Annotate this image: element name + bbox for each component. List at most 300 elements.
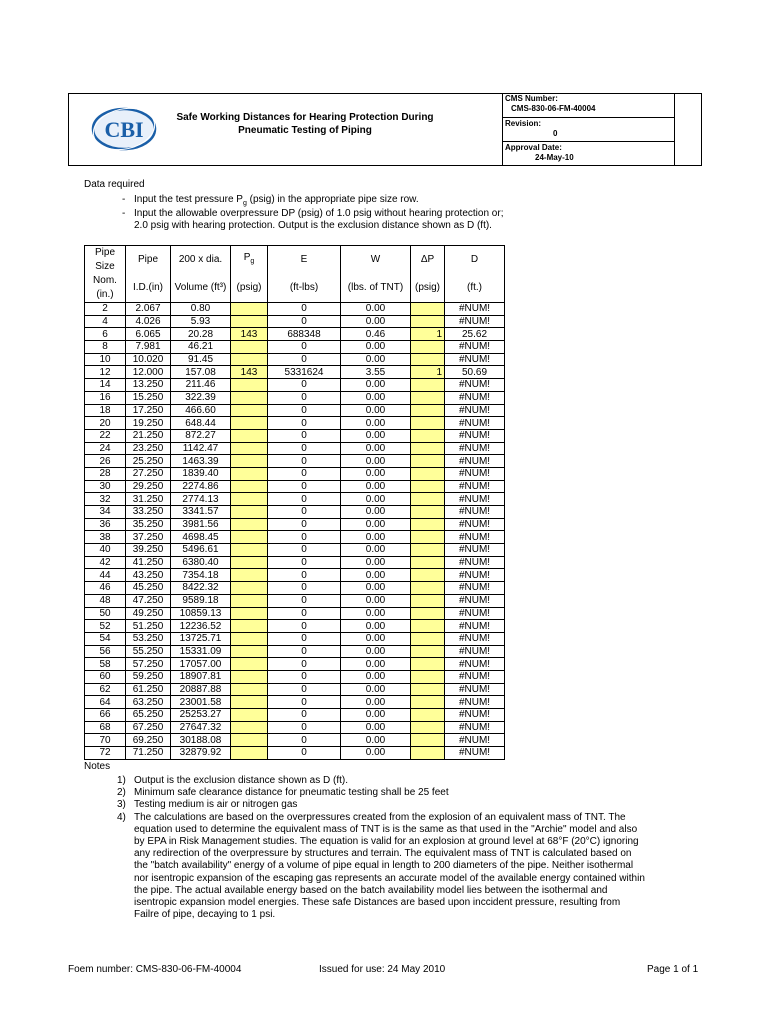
table-cell: #NUM! [445,493,505,506]
table-cell: 0 [268,315,341,328]
table-cell: #NUM! [445,569,505,582]
table-cell: 0 [268,658,341,671]
table-cell: 49.250 [126,607,171,620]
pressure-input-cell[interactable] [231,341,268,354]
column-header: W [341,246,411,275]
note-line: the "batch availability" energy of a volume of pipe equal in length to 200 diameters of the pipe. Neither isothermal [134,860,634,872]
pressure-input-cell[interactable] [231,531,268,544]
table-row [85,544,505,557]
overpressure-input-cell[interactable] [411,531,445,544]
table-cell: 36 [85,518,126,531]
table-cell: 25.250 [126,455,171,468]
table-cell: 0 [268,506,341,519]
table-cell: 322.39 [171,391,231,404]
table-cell: #NUM! [445,556,505,569]
overpressure-input-cell[interactable] [411,391,445,404]
table-row [85,556,505,569]
table-cell: 20.28 [171,328,231,341]
table-row [85,582,505,595]
pressure-input-cell[interactable] [231,632,268,645]
table-row [85,480,505,493]
overpressure-input-cell[interactable] [411,544,445,557]
table-cell: 0.00 [341,721,411,734]
table-cell: 0.00 [341,303,411,316]
table-cell: 39.250 [126,544,171,557]
table-cell: 0.00 [341,506,411,519]
table-cell: 26 [85,455,126,468]
table-cell: 30 [85,480,126,493]
table-cell: 20 [85,417,126,430]
table-cell: #NUM! [445,303,505,316]
table-cell: 0 [268,429,341,442]
instruction-1-pre: Input the test pressure P [134,194,243,205]
pressure-input-cell[interactable] [231,303,268,316]
table-cell: 16 [85,391,126,404]
table-row [85,493,505,506]
revision-label: Revision: [505,119,542,128]
table-cell: 5.93 [171,315,231,328]
table-cell: 0 [268,353,341,366]
table-cell: 0 [268,303,341,316]
table-row [85,709,505,722]
table-cell: 46.21 [171,341,231,354]
overpressure-input-cell[interactable] [411,582,445,595]
table-cell: 0.00 [341,658,411,671]
pressure-input-cell[interactable] [231,658,268,671]
overpressure-input-cell[interactable] [411,556,445,569]
approval-date-label: Approval Date: [505,143,562,152]
table-cell: 7.981 [126,341,171,354]
table-cell: 0.00 [341,683,411,696]
pressure-input-cell[interactable] [231,620,268,633]
table-cell: 17057.00 [171,658,231,671]
notes-heading: Notes [84,761,111,772]
table-cell: 50.69 [445,366,505,379]
overpressure-input-cell[interactable] [411,670,445,683]
table-cell: 3981.56 [171,518,231,531]
table-cell: #NUM! [445,404,505,417]
overpressure-input-cell[interactable] [411,709,445,722]
overpressure-input-cell[interactable]: 1 [411,328,445,341]
svg-text:CBI: CBI [104,117,144,142]
table-cell: 53.250 [126,632,171,645]
table-cell: #NUM! [445,645,505,658]
table-row [85,518,505,531]
table-cell: #NUM! [445,442,505,455]
table-cell: #NUM! [445,747,505,760]
table-cell: #NUM! [445,721,505,734]
table-row [85,303,505,316]
table-cell: #NUM! [445,544,505,557]
table-cell: 19.250 [126,417,171,430]
table-cell: 5331624 [268,366,341,379]
revision-cell [503,117,674,141]
table-cell: 466.60 [171,404,231,417]
table-cell: 25253.27 [171,709,231,722]
table-row [85,455,505,468]
pressure-input-cell[interactable] [231,379,268,392]
footer-issued: Issued for use: 24 May 2010 [319,964,446,975]
table-cell: 6380.40 [171,556,231,569]
table-cell: 42 [85,556,126,569]
note-line: Failre of pipe, decaying to 1 psi. [134,909,276,921]
pressure-input-cell[interactable] [231,506,268,519]
table-row [85,645,505,658]
table-cell: 5496.61 [171,544,231,557]
pressure-input-cell[interactable] [231,582,268,595]
table-cell: #NUM! [445,417,505,430]
table-cell: 0.00 [341,696,411,709]
overpressure-input-cell[interactable] [411,417,445,430]
table-cell: 0.00 [341,391,411,404]
table-cell: 25.62 [445,328,505,341]
table-header-row [85,246,505,275]
title-line-1: Safe Working Distances for Hearing Protection During [176,112,434,123]
table-cell: 24 [85,442,126,455]
pressure-input-cell[interactable] [231,709,268,722]
note-line: The calculations are based on the overpressures created from the explosion of an equivalent mass of TNT. The [134,811,626,823]
table-cell: 32 [85,493,126,506]
table-cell: #NUM! [445,506,505,519]
table-cell: #NUM! [445,455,505,468]
table-cell: 0 [268,696,341,709]
table-cell: 2774.13 [171,493,231,506]
table-cell: #NUM! [445,379,505,392]
table-cell: 46 [85,582,126,595]
table-cell: 0 [268,607,341,620]
overpressure-input-cell[interactable] [411,734,445,747]
table-row [85,607,505,620]
overpressure-input-cell[interactable] [411,303,445,316]
table-row [85,328,505,341]
overpressure-input-cell[interactable] [411,721,445,734]
table-cell: 0 [268,645,341,658]
table-cell: 47.250 [126,594,171,607]
pressure-input-cell[interactable] [231,417,268,430]
column-header: 200 x dia. [171,246,231,275]
column-header: D [445,246,505,275]
table-cell: 43.250 [126,569,171,582]
table-cell: #NUM! [445,696,505,709]
table-cell: 15331.09 [171,645,231,658]
overpressure-input-cell[interactable] [411,493,445,506]
pressure-input-cell[interactable]: 143 [231,328,268,341]
table-cell: #NUM! [445,632,505,645]
table-cell: 0 [268,480,341,493]
table-cell: 59.250 [126,670,171,683]
pressure-input-cell[interactable] [231,467,268,480]
table-cell: 63.250 [126,696,171,709]
note-line: isentropic expansion model energies. These safe Distances are based upon inccident pressure, resulting from [134,897,621,909]
table-cell: 37.250 [126,531,171,544]
table-cell: 0.00 [341,315,411,328]
pressure-input-cell[interactable] [231,569,268,582]
table-cell: 0 [268,747,341,760]
note-number: 1) [117,775,126,786]
overpressure-input-cell[interactable] [411,442,445,455]
table-row [85,569,505,582]
table-cell: 40 [85,544,126,557]
overpressure-input-cell[interactable] [411,632,445,645]
table-cell: 23.250 [126,442,171,455]
overpressure-input-cell[interactable] [411,645,445,658]
overpressure-input-cell[interactable] [411,594,445,607]
table-cell: 0.00 [341,709,411,722]
table-cell: 12 [85,366,126,379]
overpressure-input-cell[interactable] [411,747,445,760]
table-cell: 0 [268,544,341,557]
table-cell: 33.250 [126,506,171,519]
table-cell: 0 [268,582,341,595]
table-row [85,696,505,709]
table-row [85,366,505,379]
table-cell: 0.00 [341,353,411,366]
table-cell: 0 [268,632,341,645]
table-cell: 64 [85,696,126,709]
table-cell: 41.250 [126,556,171,569]
table-cell: 32879.92 [171,747,231,760]
pressure-input-cell[interactable] [231,721,268,734]
pressure-input-cell[interactable] [231,442,268,455]
table-row [85,734,505,747]
pressure-input-cell[interactable] [231,670,268,683]
pressure-input-cell[interactable] [231,544,268,557]
table-row [85,391,505,404]
pressure-input-cell[interactable] [231,696,268,709]
overpressure-input-cell[interactable] [411,315,445,328]
overpressure-input-cell[interactable] [411,353,445,366]
table-header-row [85,274,505,303]
overpressure-input-cell[interactable] [411,429,445,442]
pressure-input-cell[interactable] [231,747,268,760]
overpressure-input-cell[interactable] [411,658,445,671]
overpressure-input-cell[interactable] [411,404,445,417]
overpressure-input-cell[interactable] [411,379,445,392]
overpressure-input-cell[interactable] [411,518,445,531]
table-cell: 0.00 [341,379,411,392]
table-cell: 9589.18 [171,594,231,607]
table-cell: 648.44 [171,417,231,430]
pressure-input-cell[interactable] [231,734,268,747]
column-header: ΔP [411,246,445,275]
data-required-heading: Data required [84,179,145,190]
table-cell: 17.250 [126,404,171,417]
table-cell: 0.00 [341,429,411,442]
pressure-input-cell[interactable] [231,645,268,658]
table-cell: #NUM! [445,620,505,633]
revision-value: 0 [553,129,558,138]
table-row [85,404,505,417]
table-cell: 0.00 [341,467,411,480]
safe-distance-table [84,245,505,760]
table-cell: #NUM! [445,594,505,607]
table-row [85,467,505,480]
pressure-input-cell[interactable] [231,480,268,493]
overpressure-input-cell[interactable]: 1 [411,366,445,379]
note-line: equation used to determine the equivalent mass of TNT is is the same as that used in the "Archie" model and also [134,823,638,835]
table-row [85,442,505,455]
table-cell: 0 [268,556,341,569]
pressure-input-cell[interactable] [231,353,268,366]
table-row [85,670,505,683]
table-cell: 50 [85,607,126,620]
table-cell: 0.00 [341,518,411,531]
table-cell: 10 [85,353,126,366]
table-cell: 60 [85,670,126,683]
footer-form-number: Foem number: CMS-830-06-FM-40004 [68,964,242,975]
table-row [85,747,505,760]
table-cell: 0 [268,620,341,633]
table-cell: 2 [85,303,126,316]
table-cell: #NUM! [445,341,505,354]
overpressure-input-cell[interactable] [411,506,445,519]
pressure-input-cell[interactable] [231,315,268,328]
overpressure-input-cell[interactable] [411,467,445,480]
table-cell: 21.250 [126,429,171,442]
table-cell: #NUM! [445,582,505,595]
pressure-input-cell[interactable] [231,556,268,569]
overpressure-input-cell[interactable] [411,607,445,620]
table-cell: 3.55 [341,366,411,379]
footer-page: Page 1 of 1 [647,964,699,975]
table-cell: 0.80 [171,303,231,316]
column-header: $P_g$ [231,246,268,275]
table-cell: 0 [268,594,341,607]
table-cell: 0 [268,417,341,430]
pressure-input-cell[interactable] [231,391,268,404]
table-cell: 3341.57 [171,506,231,519]
note-line: by EPA in Risk Management studies. The equation is valid for an explosion at ground level at 68°F (20°C) ignoring [134,836,639,847]
overpressure-input-cell[interactable] [411,569,445,582]
overpressure-input-cell[interactable] [411,696,445,709]
table-cell: 15.250 [126,391,171,404]
table-cell: 56 [85,645,126,658]
table-cell: 0.00 [341,645,411,658]
overpressure-input-cell[interactable] [411,480,445,493]
table-cell: 71.250 [126,747,171,760]
table-cell: 872.27 [171,429,231,442]
table-cell: 0.00 [341,632,411,645]
table-cell: 57.250 [126,658,171,671]
column-header: (ft-lbs) [268,274,341,303]
table-cell: 29.250 [126,480,171,493]
pressure-input-cell[interactable]: 143 [231,366,268,379]
overpressure-input-cell[interactable] [411,455,445,468]
pressure-input-cell[interactable] [231,607,268,620]
table-cell: 45.250 [126,582,171,595]
table-cell: 2.067 [126,303,171,316]
table-cell: 0 [268,683,341,696]
table-cell: 4.026 [126,315,171,328]
table-cell: 0.46 [341,328,411,341]
column-header: Pipe [126,246,171,275]
table-cell: #NUM! [445,429,505,442]
table-cell: 12.000 [126,366,171,379]
table-cell: 6.065 [126,328,171,341]
table-cell: 0 [268,442,341,455]
table-cell: 8422.32 [171,582,231,595]
table-cell: 0 [268,670,341,683]
table-cell: 27.250 [126,467,171,480]
instruction-2-line-1: Input the allowable overpressure DP (psig) of 1.0 psig without hearing protection or; [134,208,504,219]
table-cell: 0 [268,391,341,404]
table-cell: 31.250 [126,493,171,506]
table-cell: 52 [85,620,126,633]
table-cell: 51.250 [126,620,171,633]
column-header: Nom. (in.) [85,274,126,303]
table-row [85,721,505,734]
table-cell: 0.00 [341,569,411,582]
table-cell: 0 [268,721,341,734]
pressure-input-cell[interactable] [231,518,268,531]
note-number: 4) [117,811,126,823]
table-cell: 0 [268,531,341,544]
table-row [85,315,505,328]
table-cell: 35.250 [126,518,171,531]
table-row [85,531,505,544]
table-cell: #NUM! [445,353,505,366]
table-cell: 0 [268,455,341,468]
table-row [85,379,505,392]
table-cell: 22 [85,429,126,442]
table-cell: 0.00 [341,455,411,468]
title-line-2: Pneumatic Testing of Piping [238,125,372,136]
instruction-1-sub: g [242,200,247,207]
table-row [85,429,505,442]
table-cell: 48 [85,594,126,607]
table-cell: 0.00 [341,582,411,595]
pressure-input-cell[interactable] [231,455,268,468]
note-text: Testing medium is air or nitrogen gas [134,799,298,811]
overpressure-input-cell[interactable] [411,620,445,633]
table-cell: 0.00 [341,594,411,607]
pressure-input-cell[interactable] [231,493,268,506]
table-cell: 0 [268,709,341,722]
table-cell: #NUM! [445,467,505,480]
table-cell: 6 [85,328,126,341]
table-row [85,632,505,645]
table-row [85,594,505,607]
table-cell: #NUM! [445,734,505,747]
pressure-input-cell[interactable] [231,594,268,607]
table-cell: 70 [85,734,126,747]
document-title [169,111,441,137]
table-cell: #NUM! [445,658,505,671]
cbi-logo-icon [91,106,157,152]
table-row [85,506,505,519]
table-cell: 0 [268,341,341,354]
table-cell: 7354.18 [171,569,231,582]
overpressure-input-cell[interactable] [411,683,445,696]
table-cell: #NUM! [445,480,505,493]
column-header: E [268,246,341,275]
table-cell: 27647.32 [171,721,231,734]
table-cell: 0.00 [341,747,411,760]
table-cell: 0 [268,518,341,531]
table-cell: 0 [268,404,341,417]
table-cell: #NUM! [445,709,505,722]
pressure-input-cell[interactable] [231,683,268,696]
pressure-input-cell[interactable] [231,404,268,417]
table-cell: 8 [85,341,126,354]
table-cell: 14 [85,379,126,392]
table-cell: 13725.71 [171,632,231,645]
cms-number-value: CMS-830-06-FM-40004 [511,104,596,113]
column-header: Pipe Size [85,246,126,275]
table-cell: 0 [268,493,341,506]
pressure-input-cell[interactable] [231,429,268,442]
overpressure-input-cell[interactable] [411,341,445,354]
